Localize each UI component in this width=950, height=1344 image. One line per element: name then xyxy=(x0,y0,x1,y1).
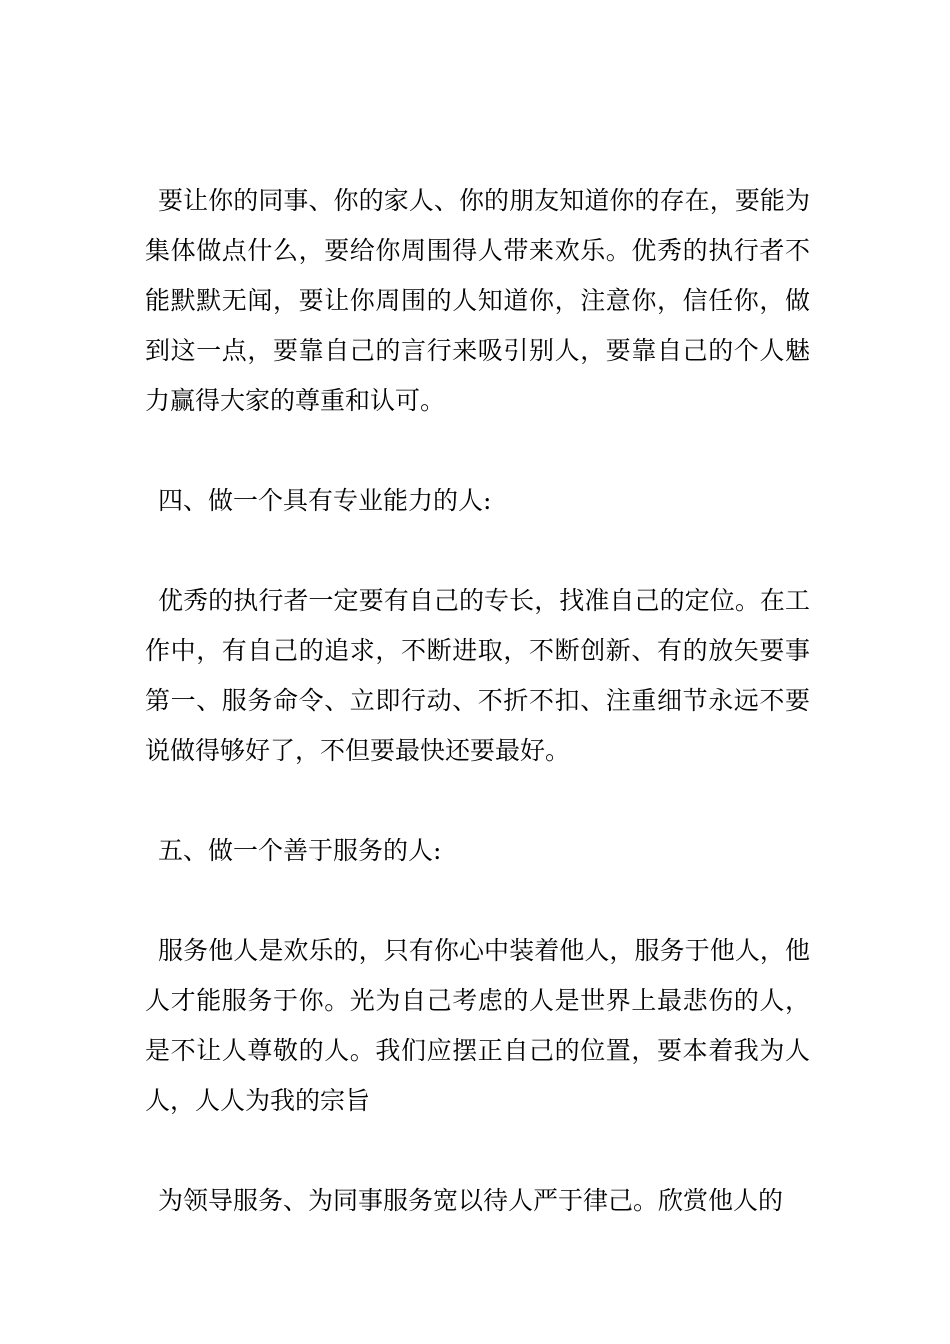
paragraph-gap xyxy=(145,776,810,826)
paragraph-gap xyxy=(145,1126,810,1176)
heading-good-at-service: 五、做一个善于服务的人: xyxy=(158,836,442,865)
paragraph-gap xyxy=(145,526,810,576)
document-body xyxy=(145,176,810,1226)
paragraph-serving-others: 服务他人是欢乐的，只有你心中装着他人，服务于他人，他人才能服务于你。光为自己考虑的人是世界上最悲伤的人，是不让人尊敬的人。我们应摆正自己的位置，要本着我为人人，人人为我的宗旨 xyxy=(145,936,810,1115)
paragraph-presence: 要让你的同事、你的家人、你的朋友知道你的存在，要能为集体做点什么，要给你周围得人带来欢乐。优秀的执行者不能默默无闻，要让你周围的人知道你，注意你，信任你，做到这一点，要靠自己的言行来吸引别人，要靠自己的个人魅力赢得大家的尊重和认可。 xyxy=(145,186,810,415)
paragraph-gap xyxy=(145,426,810,476)
heading-professional-ability: 四、做一个具有专业能力的人: xyxy=(158,486,492,515)
paragraph-gap xyxy=(145,876,810,926)
paragraph-professional-ability: 优秀的执行者一定要有自己的专长，找准自己的定位。在工作中，有自己的追求，不断进取，不断创新、有的放矢要事第一、服务命令、立即行动、不折不扣、注重细节永远不要说做得够好了，不但要最快还要最好。 xyxy=(145,586,810,765)
paragraph-serving-leaders: 为领导服务、为同事服务宽以待人严于律己。欣赏他人的 xyxy=(158,1186,784,1215)
